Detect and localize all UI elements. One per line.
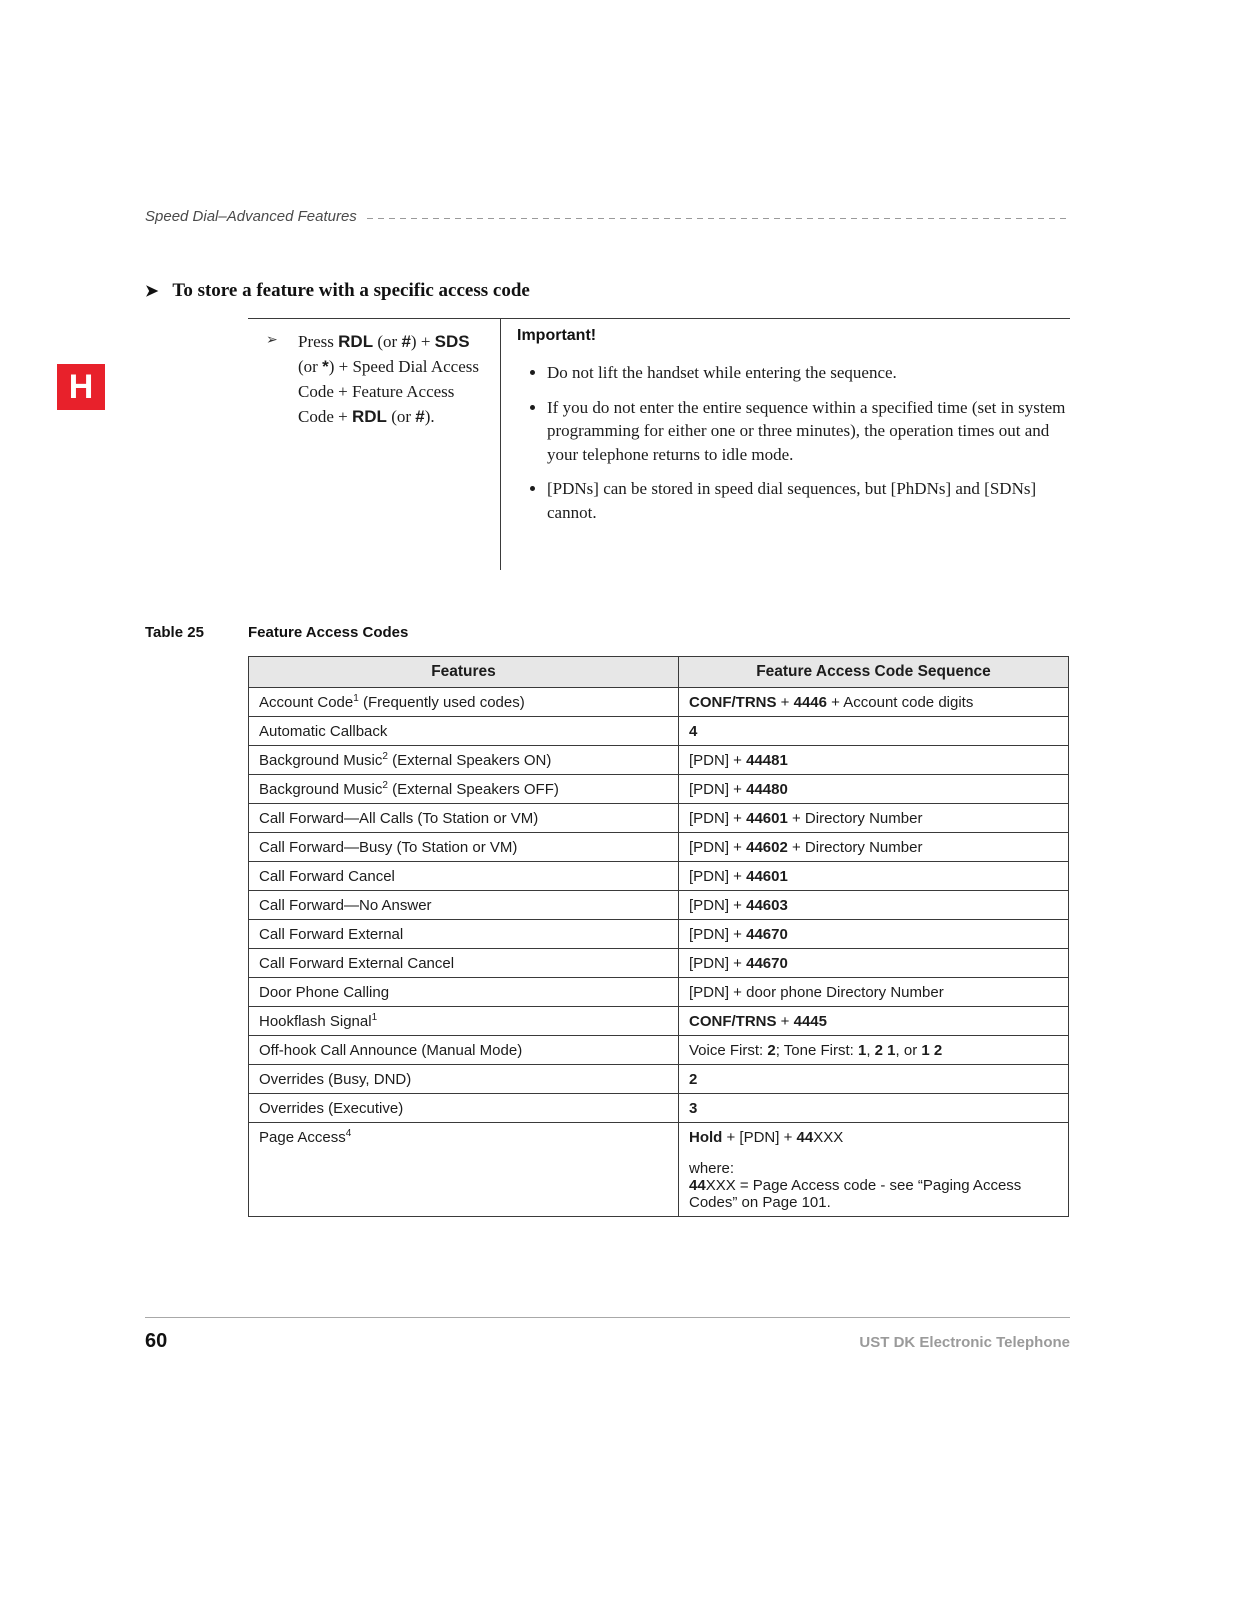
table-row	[249, 717, 1069, 746]
table-row	[249, 1094, 1069, 1123]
table-row	[249, 949, 1069, 978]
code-sequence-cell: [PDN] + 44670	[679, 949, 1069, 978]
table-row	[249, 775, 1069, 804]
important-bullet: • If you do not enter the entire sequence within a specified time (set in system programming for either one or three minutes), the operation times out and your telephone returns to idle mode.	[547, 396, 1067, 467]
procedure-step	[248, 319, 500, 570]
table-caption-title: Feature Access Codes	[248, 624, 409, 641]
important-note	[500, 319, 1070, 570]
important-bullet: • Do not lift the handset while entering the sequence.	[547, 361, 1067, 385]
table-row	[249, 891, 1069, 920]
table-caption-label: Table 25	[145, 624, 204, 641]
feature-cell: Call Forward Cancel	[249, 862, 679, 891]
feature-cell: Call Forward External Cancel	[249, 949, 679, 978]
sub-arrow-icon: ➢	[266, 333, 278, 348]
code-sequence-cell: CONF/TRNS + 4445	[679, 1007, 1069, 1036]
code-sequence-cell: [PDN] + 44601	[679, 862, 1069, 891]
feature-cell: Hookflash Signal$^1$	[249, 1007, 679, 1036]
code-sequence-cell: [PDN] + 44601 + Directory Number	[679, 804, 1069, 833]
table-row	[249, 688, 1069, 717]
table-caption	[145, 624, 1070, 641]
code-sequence-cell: 2	[679, 1065, 1069, 1094]
arrow-right-icon: ➤	[145, 283, 159, 300]
procedure-step-text: Press RDL (or #) + SDS (or *) + Speed Dial Access Code + Feature Access Code + RDL (or #).	[298, 332, 479, 426]
code-sequence-cell: 3	[679, 1094, 1069, 1123]
code-sequence-cell: Hold + [PDN] + 44XXX where: 44XXX = Page Access code - see “Paging Access Codes” on Page 101.	[679, 1123, 1069, 1217]
page-number: 60	[145, 1330, 168, 1352]
code-sequence-cell: [PDN] + 44480	[679, 775, 1069, 804]
column-header-code-sequence: Feature Access Code Sequence	[679, 657, 1069, 688]
table-row	[249, 978, 1069, 1007]
code-sequence-cell: [PDN] + 44602 + Directory Number	[679, 833, 1069, 862]
feature-cell: Call Forward—No Answer	[249, 891, 679, 920]
footer-rule	[145, 1317, 1070, 1318]
feature-cell: Page Access$^4$	[249, 1123, 679, 1217]
feature-cell: Call Forward—All Calls (To Station or VM)	[249, 804, 679, 833]
table-row	[249, 804, 1069, 833]
important-title: Important!	[517, 327, 597, 344]
table-header-row	[249, 657, 1069, 688]
running-header-rule	[367, 218, 1070, 219]
important-bullet: • [PDNs] can be stored in speed dial sequences, but [PhDNs] and [SDNs] cannot.	[547, 477, 1067, 524]
table-row	[249, 1007, 1069, 1036]
table-row	[249, 1036, 1069, 1065]
running-header-title: Speed Dial–Advanced Features	[145, 208, 357, 225]
running-header	[145, 208, 1070, 225]
code-sequence-cell: CONF/TRNS + 4446 + Account code digits	[679, 688, 1069, 717]
feature-cell: Overrides (Executive)	[249, 1094, 679, 1123]
feature-cell: Off-hook Call Announce (Manual Mode)	[249, 1036, 679, 1065]
code-sequence-cell: [PDN] + 44603	[679, 891, 1069, 920]
important-bullet-list	[517, 361, 1067, 524]
table-row	[249, 862, 1069, 891]
procedure-heading-text: To store a feature with a specific access code	[172, 280, 530, 301]
section-tab-marker: H	[57, 364, 105, 410]
code-sequence-cell: 4	[679, 717, 1069, 746]
feature-cell: Account Code$^1$ (Frequently used codes)	[249, 688, 679, 717]
feature-cell: Background Music$^2$ (External Speakers ON)	[249, 746, 679, 775]
feature-cell: Door Phone Calling	[249, 978, 679, 1007]
feature-cell: Background Music$^2$ (External Speakers OFF)	[249, 775, 679, 804]
table-row	[249, 1123, 1069, 1217]
code-sequence-cell: [PDN] + door phone Directory Number	[679, 978, 1069, 1007]
feature-access-codes-table	[248, 656, 1069, 1217]
feature-cell: Automatic Callback	[249, 717, 679, 746]
table-row	[249, 833, 1069, 862]
column-header-features: Features	[249, 657, 679, 688]
product-name: UST DK Electronic Telephone	[859, 1334, 1070, 1351]
procedure-heading	[145, 280, 1070, 302]
feature-cell: Call Forward External	[249, 920, 679, 949]
table-row	[249, 746, 1069, 775]
page-footer	[145, 1330, 1070, 1353]
code-sequence-cell: Voice First: 2; Tone First: 1, 2 1, or 1 2	[679, 1036, 1069, 1065]
feature-cell: Call Forward—Busy (To Station or VM)	[249, 833, 679, 862]
code-sequence-cell: [PDN] + 44481	[679, 746, 1069, 775]
table-row	[249, 920, 1069, 949]
table-row	[249, 1065, 1069, 1094]
procedure-block	[248, 318, 1070, 570]
code-sequence-cell: [PDN] + 44670	[679, 920, 1069, 949]
feature-cell: Overrides (Busy, DND)	[249, 1065, 679, 1094]
